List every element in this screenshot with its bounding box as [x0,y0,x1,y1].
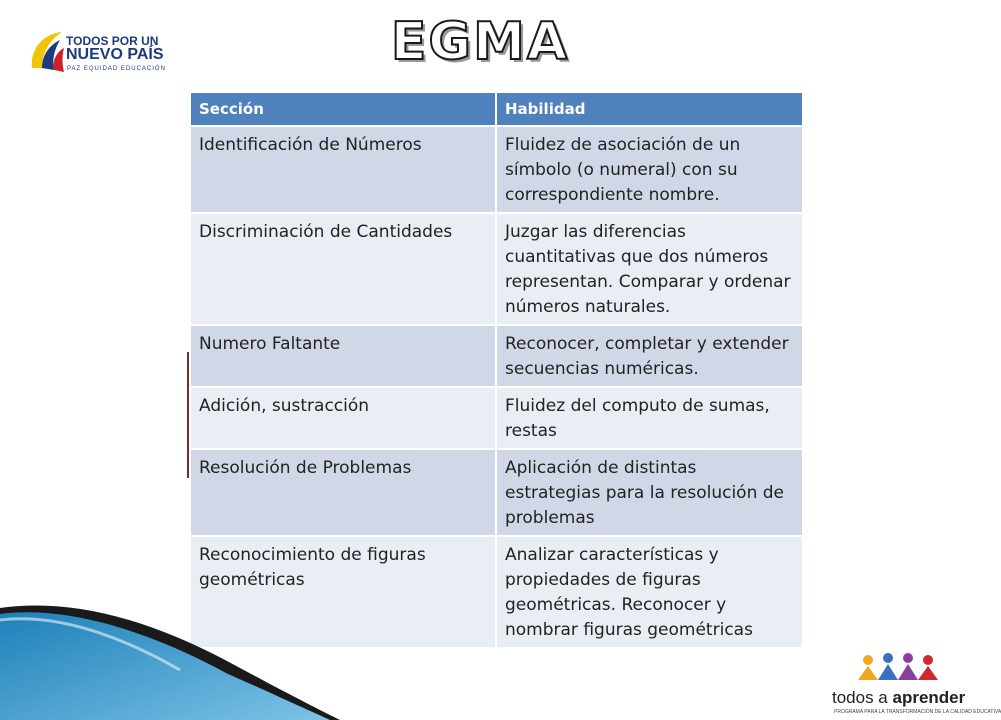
skill-cell: Aplicación de distintas estrategias para la resolución de problemas [496,449,803,536]
decorative-wave-swoosh [0,590,340,720]
gov-logo-line1: TODOS POR UN [66,34,159,48]
section-cell: Numero Faltante [190,325,496,387]
table-row [190,325,803,387]
section-cell: Resolución de Problemas [190,449,496,536]
egma-table [189,91,804,649]
todos-a-aprender-logo [832,650,1001,720]
header-habilidad: Habilidad [496,92,803,126]
section-cell: Adición, sustracción [190,387,496,449]
colombia-flag-swoosh-icon [28,28,68,80]
table-row [190,387,803,449]
section-cell: Identificación de Números [190,126,496,213]
skill-cell: Reconocer, completar y extender secuencias numéricas. [496,325,803,387]
skill-cell: Fluidez del computo de sumas, restas [496,387,803,449]
section-cell: Reconocimiento de figuras geométricas [190,536,496,648]
header-seccion: Sección [190,92,496,126]
table-row [190,213,803,325]
slide-title: EGMA [390,12,570,72]
gov-logo-line2: NUEVO PAÍS [66,46,164,63]
todos-a-aprender-text: todos a aprender [832,688,966,707]
todos-a-aprender-tagline: PROGRAMA PARA LA TRANSFORMACIÓN DE LA CALIDAD EDUCATIVA [834,709,1001,715]
skill-cell: Juzgar las diferencias cuantitativas que dos números representan. Comparar y ordenar números naturales. [496,213,803,325]
gov-logo [28,28,168,80]
table-row [190,449,803,536]
skill-cell: Fluidez de asociación de un símbolo (o numeral) con su correspondiente nombre. [496,126,803,213]
people-figures-icon [854,650,944,686]
skill-cell: Analizar características y propiedades de figuras geométricas. Reconocer y nombrar figuras geométricas [496,536,803,648]
table-row [190,126,803,213]
gov-logo-line3: PAZ EQUIDAD EDUCACIÓN [67,66,166,72]
table-header-row [190,92,803,126]
section-cell: Discriminación de Cantidades [190,213,496,325]
